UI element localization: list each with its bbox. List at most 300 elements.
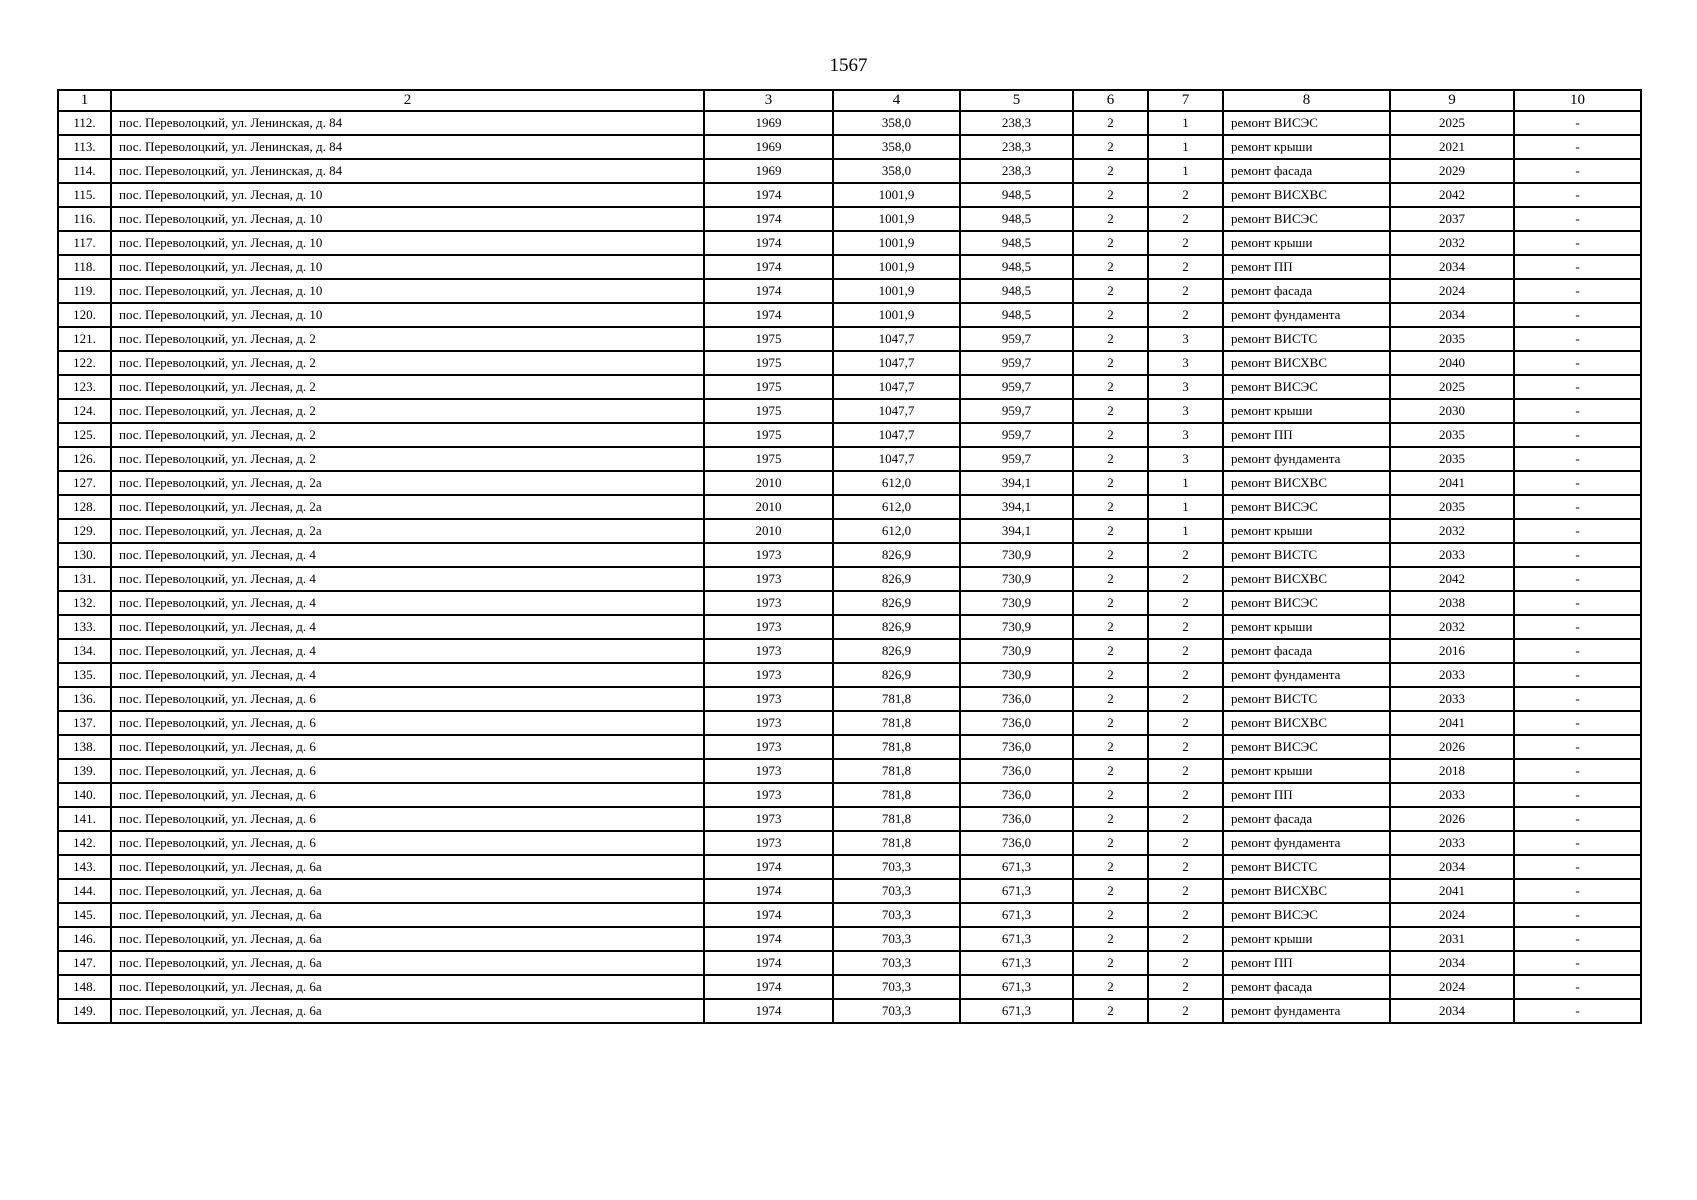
- cell-total-area: 703,3: [833, 975, 960, 999]
- cell-note: -: [1514, 975, 1641, 999]
- cell-planned-year: 2035: [1390, 495, 1514, 519]
- cell-entrances: 3: [1148, 375, 1223, 399]
- cell-entrances: 2: [1148, 759, 1223, 783]
- cell-note: -: [1514, 735, 1641, 759]
- cell-planned-year: 2024: [1390, 903, 1514, 927]
- cell-address: пос. Переволоцкий, ул. Лесная, д. 4: [111, 639, 704, 663]
- cell-work-type: ремонт ПП: [1223, 783, 1390, 807]
- cell-work-type: ремонт ВИСЭС: [1223, 375, 1390, 399]
- cell-floors: 2: [1073, 399, 1148, 423]
- table-row: [58, 903, 1641, 927]
- table-row: [58, 207, 1641, 231]
- cell-address: пос. Переволоцкий, ул. Лесная, д. 4: [111, 591, 704, 615]
- cell-year-built: 2010: [704, 495, 833, 519]
- table-row: [58, 975, 1641, 999]
- cell-year-built: 1973: [704, 711, 833, 735]
- cell-address: пос. Переволоцкий, ул. Лесная, д. 6: [111, 807, 704, 831]
- column-header-year-built: 3: [704, 90, 833, 111]
- cell-living-area: 948,5: [960, 207, 1073, 231]
- cell-planned-year: 2041: [1390, 471, 1514, 495]
- cell-entrances: 2: [1148, 663, 1223, 687]
- cell-year-built: 2010: [704, 519, 833, 543]
- cell-planned-year: 2025: [1390, 375, 1514, 399]
- table-row: [58, 639, 1641, 663]
- cell-work-type: ремонт ПП: [1223, 255, 1390, 279]
- cell-living-area: 959,7: [960, 375, 1073, 399]
- cell-living-area: 238,3: [960, 111, 1073, 135]
- cell-address: пос. Переволоцкий, ул. Лесная, д. 4: [111, 567, 704, 591]
- cell-entrances: 2: [1148, 903, 1223, 927]
- table-row: [58, 735, 1641, 759]
- table-row: [58, 399, 1641, 423]
- cell-year-built: 1974: [704, 903, 833, 927]
- cell-year-built: 1973: [704, 807, 833, 831]
- cell-floors: 2: [1073, 567, 1148, 591]
- table-row: [58, 951, 1641, 975]
- cell-floors: 2: [1073, 447, 1148, 471]
- cell-work-type: ремонт ВИСТС: [1223, 687, 1390, 711]
- cell-entrances: 3: [1148, 351, 1223, 375]
- cell-total-area: 781,8: [833, 759, 960, 783]
- cell-floors: 2: [1073, 327, 1148, 351]
- page-number: 1567: [829, 55, 868, 76]
- cell-note: -: [1514, 879, 1641, 903]
- cell-floors: 2: [1073, 183, 1148, 207]
- cell-living-area: 948,5: [960, 303, 1073, 327]
- cell-planned-year: 2029: [1390, 159, 1514, 183]
- cell-planned-year: 2032: [1390, 231, 1514, 255]
- cell-total-area: 1001,9: [833, 255, 960, 279]
- table-row: [58, 471, 1641, 495]
- cell-work-type: ремонт ВИСТС: [1223, 327, 1390, 351]
- cell-floors: 2: [1073, 423, 1148, 447]
- cell-work-type: ремонт фундамента: [1223, 999, 1390, 1023]
- cell-planned-year: 2016: [1390, 639, 1514, 663]
- cell-entrances: 2: [1148, 783, 1223, 807]
- cell-year-built: 1973: [704, 591, 833, 615]
- cell-planned-year: 2035: [1390, 447, 1514, 471]
- cell-total-area: 612,0: [833, 519, 960, 543]
- table-row: [58, 615, 1641, 639]
- cell-note: -: [1514, 999, 1641, 1023]
- cell-living-area: 671,3: [960, 855, 1073, 879]
- cell-planned-year: 2032: [1390, 615, 1514, 639]
- cell-work-type: ремонт фундамента: [1223, 303, 1390, 327]
- column-header-address: 2: [111, 90, 704, 111]
- cell-note: -: [1514, 831, 1641, 855]
- cell-living-area: 730,9: [960, 639, 1073, 663]
- cell-total-area: 358,0: [833, 159, 960, 183]
- column-header-row-number: 1: [58, 90, 111, 111]
- cell-floors: 2: [1073, 159, 1148, 183]
- cell-address: пос. Переволоцкий, ул. Лесная, д. 10: [111, 255, 704, 279]
- cell-entrances: 2: [1148, 687, 1223, 711]
- cell-address: пос. Переволоцкий, ул. Лесная, д. 6: [111, 711, 704, 735]
- cell-work-type: ремонт ВИСХВС: [1223, 567, 1390, 591]
- cell-work-type: ремонт ПП: [1223, 423, 1390, 447]
- cell-entrances: 2: [1148, 567, 1223, 591]
- cell-note: -: [1514, 351, 1641, 375]
- cell-work-type: ремонт ВИСЭС: [1223, 207, 1390, 231]
- cell-floors: 2: [1073, 279, 1148, 303]
- cell-floors: 2: [1073, 111, 1148, 135]
- cell-planned-year: 2040: [1390, 351, 1514, 375]
- cell-entrances: 2: [1148, 879, 1223, 903]
- cell-year-built: 1974: [704, 999, 833, 1023]
- cell-planned-year: 2037: [1390, 207, 1514, 231]
- cell-year-built: 1975: [704, 327, 833, 351]
- cell-address: пос. Переволоцкий, ул. Лесная, д. 6а: [111, 855, 704, 879]
- cell-total-area: 703,3: [833, 903, 960, 927]
- cell-entrances: 1: [1148, 519, 1223, 543]
- cell-note: -: [1514, 135, 1641, 159]
- cell-entrances: 2: [1148, 927, 1223, 951]
- cell-living-area: 736,0: [960, 807, 1073, 831]
- cell-row-number: 115.: [58, 183, 111, 207]
- cell-total-area: 703,3: [833, 951, 960, 975]
- cell-entrances: 2: [1148, 207, 1223, 231]
- cell-floors: 2: [1073, 351, 1148, 375]
- table-row: [58, 663, 1641, 687]
- cell-address: пос. Переволоцкий, ул. Лесная, д. 4: [111, 615, 704, 639]
- table-row: [58, 567, 1641, 591]
- cell-year-built: 1974: [704, 855, 833, 879]
- cell-total-area: 781,8: [833, 807, 960, 831]
- cell-year-built: 1974: [704, 255, 833, 279]
- cell-work-type: ремонт ВИСТС: [1223, 855, 1390, 879]
- cell-work-type: ремонт крыши: [1223, 759, 1390, 783]
- cell-living-area: 238,3: [960, 135, 1073, 159]
- table-row: [58, 711, 1641, 735]
- cell-year-built: 1974: [704, 279, 833, 303]
- cell-address: пос. Переволоцкий, ул. Лесная, д. 4: [111, 663, 704, 687]
- table-row: [58, 183, 1641, 207]
- column-header-work-type: 8: [1223, 90, 1390, 111]
- cell-living-area: 948,5: [960, 255, 1073, 279]
- cell-year-built: 1975: [704, 447, 833, 471]
- cell-row-number: 125.: [58, 423, 111, 447]
- cell-living-area: 730,9: [960, 663, 1073, 687]
- table-row: [58, 543, 1641, 567]
- cell-note: -: [1514, 951, 1641, 975]
- cell-note: -: [1514, 111, 1641, 135]
- column-header-note: 10: [1514, 90, 1641, 111]
- cell-row-number: 133.: [58, 615, 111, 639]
- cell-year-built: 1973: [704, 663, 833, 687]
- cell-note: -: [1514, 231, 1641, 255]
- cell-total-area: 781,8: [833, 687, 960, 711]
- cell-total-area: 1047,7: [833, 447, 960, 471]
- cell-floors: 2: [1073, 615, 1148, 639]
- cell-entrances: 1: [1148, 111, 1223, 135]
- cell-floors: 2: [1073, 855, 1148, 879]
- cell-planned-year: 2035: [1390, 327, 1514, 351]
- cell-note: -: [1514, 639, 1641, 663]
- cell-address: пос. Переволоцкий, ул. Ленинская, д. 84: [111, 135, 704, 159]
- cell-living-area: 671,3: [960, 903, 1073, 927]
- cell-row-number: 146.: [58, 927, 111, 951]
- cell-address: пос. Переволоцкий, ул. Лесная, д. 6а: [111, 951, 704, 975]
- column-header-total-area: 4: [833, 90, 960, 111]
- cell-floors: 2: [1073, 711, 1148, 735]
- cell-planned-year: 2042: [1390, 567, 1514, 591]
- cell-row-number: 147.: [58, 951, 111, 975]
- cell-address: пос. Переволоцкий, ул. Лесная, д. 6: [111, 735, 704, 759]
- cell-address: пос. Переволоцкий, ул. Лесная, д. 6а: [111, 975, 704, 999]
- cell-total-area: 358,0: [833, 135, 960, 159]
- cell-planned-year: 2030: [1390, 399, 1514, 423]
- cell-note: -: [1514, 399, 1641, 423]
- cell-living-area: 730,9: [960, 567, 1073, 591]
- cell-living-area: 736,0: [960, 687, 1073, 711]
- cell-total-area: 703,3: [833, 927, 960, 951]
- cell-living-area: 394,1: [960, 519, 1073, 543]
- table-row: [58, 495, 1641, 519]
- cell-year-built: 2010: [704, 471, 833, 495]
- cell-work-type: ремонт крыши: [1223, 135, 1390, 159]
- cell-note: -: [1514, 591, 1641, 615]
- cell-work-type: ремонт ВИСХВС: [1223, 351, 1390, 375]
- cell-address: пос. Переволоцкий, ул. Лесная, д. 6: [111, 687, 704, 711]
- cell-row-number: 127.: [58, 471, 111, 495]
- cell-year-built: 1974: [704, 927, 833, 951]
- cell-row-number: 121.: [58, 327, 111, 351]
- cell-total-area: 612,0: [833, 495, 960, 519]
- cell-work-type: ремонт ВИСТС: [1223, 543, 1390, 567]
- table-row: [58, 447, 1641, 471]
- cell-row-number: 135.: [58, 663, 111, 687]
- cell-floors: 2: [1073, 471, 1148, 495]
- cell-total-area: 1001,9: [833, 183, 960, 207]
- cell-year-built: 1973: [704, 615, 833, 639]
- cell-floors: 2: [1073, 519, 1148, 543]
- cell-planned-year: 2034: [1390, 255, 1514, 279]
- cell-row-number: 130.: [58, 543, 111, 567]
- cell-address: пос. Переволоцкий, ул. Лесная, д. 6: [111, 759, 704, 783]
- cell-row-number: 128.: [58, 495, 111, 519]
- cell-floors: 2: [1073, 207, 1148, 231]
- table-row: [58, 231, 1641, 255]
- cell-work-type: ремонт фасада: [1223, 807, 1390, 831]
- cell-address: пос. Переволоцкий, ул. Лесная, д. 4: [111, 543, 704, 567]
- cell-row-number: 123.: [58, 375, 111, 399]
- cell-living-area: 730,9: [960, 591, 1073, 615]
- cell-total-area: 1001,9: [833, 303, 960, 327]
- cell-address: пос. Переволоцкий, ул. Лесная, д. 2: [111, 327, 704, 351]
- cell-year-built: 1973: [704, 687, 833, 711]
- cell-address: пос. Переволоцкий, ул. Лесная, д. 6а: [111, 927, 704, 951]
- cell-year-built: 1973: [704, 735, 833, 759]
- cell-total-area: 1047,7: [833, 399, 960, 423]
- cell-floors: 2: [1073, 687, 1148, 711]
- cell-address: пос. Переволоцкий, ул. Лесная, д. 2: [111, 399, 704, 423]
- cell-total-area: 703,3: [833, 879, 960, 903]
- cell-planned-year: 2024: [1390, 975, 1514, 999]
- cell-planned-year: 2035: [1390, 423, 1514, 447]
- cell-floors: 2: [1073, 375, 1148, 399]
- cell-entrances: 2: [1148, 591, 1223, 615]
- cell-work-type: ремонт фасада: [1223, 639, 1390, 663]
- cell-address: пос. Переволоцкий, ул. Лесная, д. 10: [111, 207, 704, 231]
- cell-note: -: [1514, 759, 1641, 783]
- cell-floors: 2: [1073, 759, 1148, 783]
- cell-address: пос. Переволоцкий, ул. Лесная, д. 6а: [111, 903, 704, 927]
- cell-work-type: ремонт ВИСЭС: [1223, 495, 1390, 519]
- cell-note: -: [1514, 279, 1641, 303]
- cell-note: -: [1514, 471, 1641, 495]
- cell-note: -: [1514, 447, 1641, 471]
- cell-address: пос. Переволоцкий, ул. Лесная, д. 2: [111, 351, 704, 375]
- cell-row-number: 145.: [58, 903, 111, 927]
- cell-planned-year: 2034: [1390, 999, 1514, 1023]
- cell-work-type: ремонт крыши: [1223, 399, 1390, 423]
- cell-planned-year: 2033: [1390, 783, 1514, 807]
- cell-planned-year: 2032: [1390, 519, 1514, 543]
- cell-note: -: [1514, 615, 1641, 639]
- cell-year-built: 1969: [704, 111, 833, 135]
- cell-row-number: 149.: [58, 999, 111, 1023]
- cell-work-type: ремонт фасада: [1223, 975, 1390, 999]
- cell-address: пос. Переволоцкий, ул. Лесная, д. 10: [111, 279, 704, 303]
- cell-floors: 2: [1073, 663, 1148, 687]
- cell-floors: 2: [1073, 495, 1148, 519]
- table-row: [58, 999, 1641, 1023]
- cell-floors: 2: [1073, 639, 1148, 663]
- table-row: [58, 423, 1641, 447]
- cell-entrances: 2: [1148, 255, 1223, 279]
- cell-living-area: 736,0: [960, 783, 1073, 807]
- cell-address: пос. Переволоцкий, ул. Лесная, д. 6: [111, 783, 704, 807]
- cell-address: пос. Переволоцкий, ул. Лесная, д. 2: [111, 423, 704, 447]
- cell-address: пос. Переволоцкий, ул. Лесная, д. 2: [111, 375, 704, 399]
- cell-planned-year: 2033: [1390, 663, 1514, 687]
- cell-note: -: [1514, 567, 1641, 591]
- cell-floors: 2: [1073, 735, 1148, 759]
- table-row: [58, 591, 1641, 615]
- cell-entrances: 2: [1148, 999, 1223, 1023]
- cell-work-type: ремонт ВИСЭС: [1223, 903, 1390, 927]
- cell-note: -: [1514, 327, 1641, 351]
- cell-address: пос. Переволоцкий, ул. Лесная, д. 6а: [111, 879, 704, 903]
- cell-floors: 2: [1073, 999, 1148, 1023]
- cell-floors: 2: [1073, 543, 1148, 567]
- cell-total-area: 703,3: [833, 999, 960, 1023]
- cell-total-area: 826,9: [833, 615, 960, 639]
- cell-entrances: 2: [1148, 831, 1223, 855]
- cell-year-built: 1969: [704, 135, 833, 159]
- cell-note: -: [1514, 375, 1641, 399]
- cell-row-number: 119.: [58, 279, 111, 303]
- cell-note: -: [1514, 303, 1641, 327]
- cell-note: -: [1514, 519, 1641, 543]
- cell-year-built: 1973: [704, 759, 833, 783]
- cell-work-type: ремонт крыши: [1223, 231, 1390, 255]
- cell-year-built: 1974: [704, 975, 833, 999]
- cell-entrances: 1: [1148, 159, 1223, 183]
- cell-address: пос. Переволоцкий, ул. Ленинская, д. 84: [111, 111, 704, 135]
- cell-note: -: [1514, 903, 1641, 927]
- cell-address: пос. Переволоцкий, ул. Лесная, д. 2а: [111, 495, 704, 519]
- cell-year-built: 1969: [704, 159, 833, 183]
- cell-entrances: 1: [1148, 495, 1223, 519]
- cell-year-built: 1973: [704, 831, 833, 855]
- cell-living-area: 394,1: [960, 495, 1073, 519]
- cell-note: -: [1514, 183, 1641, 207]
- cell-planned-year: 2033: [1390, 687, 1514, 711]
- cell-entrances: 2: [1148, 615, 1223, 639]
- cell-year-built: 1974: [704, 951, 833, 975]
- table-row: [58, 327, 1641, 351]
- cell-note: -: [1514, 783, 1641, 807]
- table-row: [58, 135, 1641, 159]
- cell-planned-year: 2034: [1390, 855, 1514, 879]
- table-row: [58, 375, 1641, 399]
- cell-work-type: ремонт крыши: [1223, 615, 1390, 639]
- cell-floors: 2: [1073, 231, 1148, 255]
- cell-entrances: 2: [1148, 183, 1223, 207]
- cell-total-area: 781,8: [833, 711, 960, 735]
- cell-row-number: 148.: [58, 975, 111, 999]
- cell-row-number: 131.: [58, 567, 111, 591]
- cell-row-number: 129.: [58, 519, 111, 543]
- cell-living-area: 959,7: [960, 327, 1073, 351]
- cell-entrances: 1: [1148, 471, 1223, 495]
- cell-total-area: 1001,9: [833, 231, 960, 255]
- cell-entrances: 2: [1148, 807, 1223, 831]
- cell-year-built: 1974: [704, 183, 833, 207]
- cell-planned-year: 2031: [1390, 927, 1514, 951]
- cell-row-number: 113.: [58, 135, 111, 159]
- cell-living-area: 671,3: [960, 975, 1073, 999]
- cell-living-area: 394,1: [960, 471, 1073, 495]
- cell-total-area: 781,8: [833, 735, 960, 759]
- cell-planned-year: 2034: [1390, 303, 1514, 327]
- cell-entrances: 1: [1148, 135, 1223, 159]
- cell-address: пос. Переволоцкий, ул. Лесная, д. 6а: [111, 999, 704, 1023]
- cell-address: пос. Переволоцкий, ул. Лесная, д. 2а: [111, 519, 704, 543]
- cell-row-number: 140.: [58, 783, 111, 807]
- table-row: [58, 807, 1641, 831]
- cell-row-number: 134.: [58, 639, 111, 663]
- cell-total-area: 826,9: [833, 591, 960, 615]
- cell-row-number: 124.: [58, 399, 111, 423]
- cell-work-type: ремонт крыши: [1223, 519, 1390, 543]
- cell-work-type: ремонт ПП: [1223, 951, 1390, 975]
- cell-year-built: 1974: [704, 303, 833, 327]
- table-row: [58, 759, 1641, 783]
- cell-entrances: 2: [1148, 855, 1223, 879]
- cell-year-built: 1975: [704, 399, 833, 423]
- cell-entrances: 2: [1148, 303, 1223, 327]
- cell-living-area: 671,3: [960, 999, 1073, 1023]
- cell-total-area: 358,0: [833, 111, 960, 135]
- cell-work-type: ремонт фундамента: [1223, 447, 1390, 471]
- cell-floors: 2: [1073, 927, 1148, 951]
- cell-work-type: ремонт фундамента: [1223, 831, 1390, 855]
- cell-note: -: [1514, 663, 1641, 687]
- cell-year-built: 1973: [704, 567, 833, 591]
- cell-floors: 2: [1073, 879, 1148, 903]
- cell-living-area: 959,7: [960, 399, 1073, 423]
- cell-row-number: 138.: [58, 735, 111, 759]
- cell-living-area: 959,7: [960, 423, 1073, 447]
- cell-row-number: 141.: [58, 807, 111, 831]
- cell-address: пос. Переволоцкий, ул. Ленинская, д. 84: [111, 159, 704, 183]
- cell-address: пос. Переволоцкий, ул. Лесная, д. 10: [111, 183, 704, 207]
- table-row: [58, 927, 1641, 951]
- cell-entrances: 2: [1148, 711, 1223, 735]
- table-row: [58, 159, 1641, 183]
